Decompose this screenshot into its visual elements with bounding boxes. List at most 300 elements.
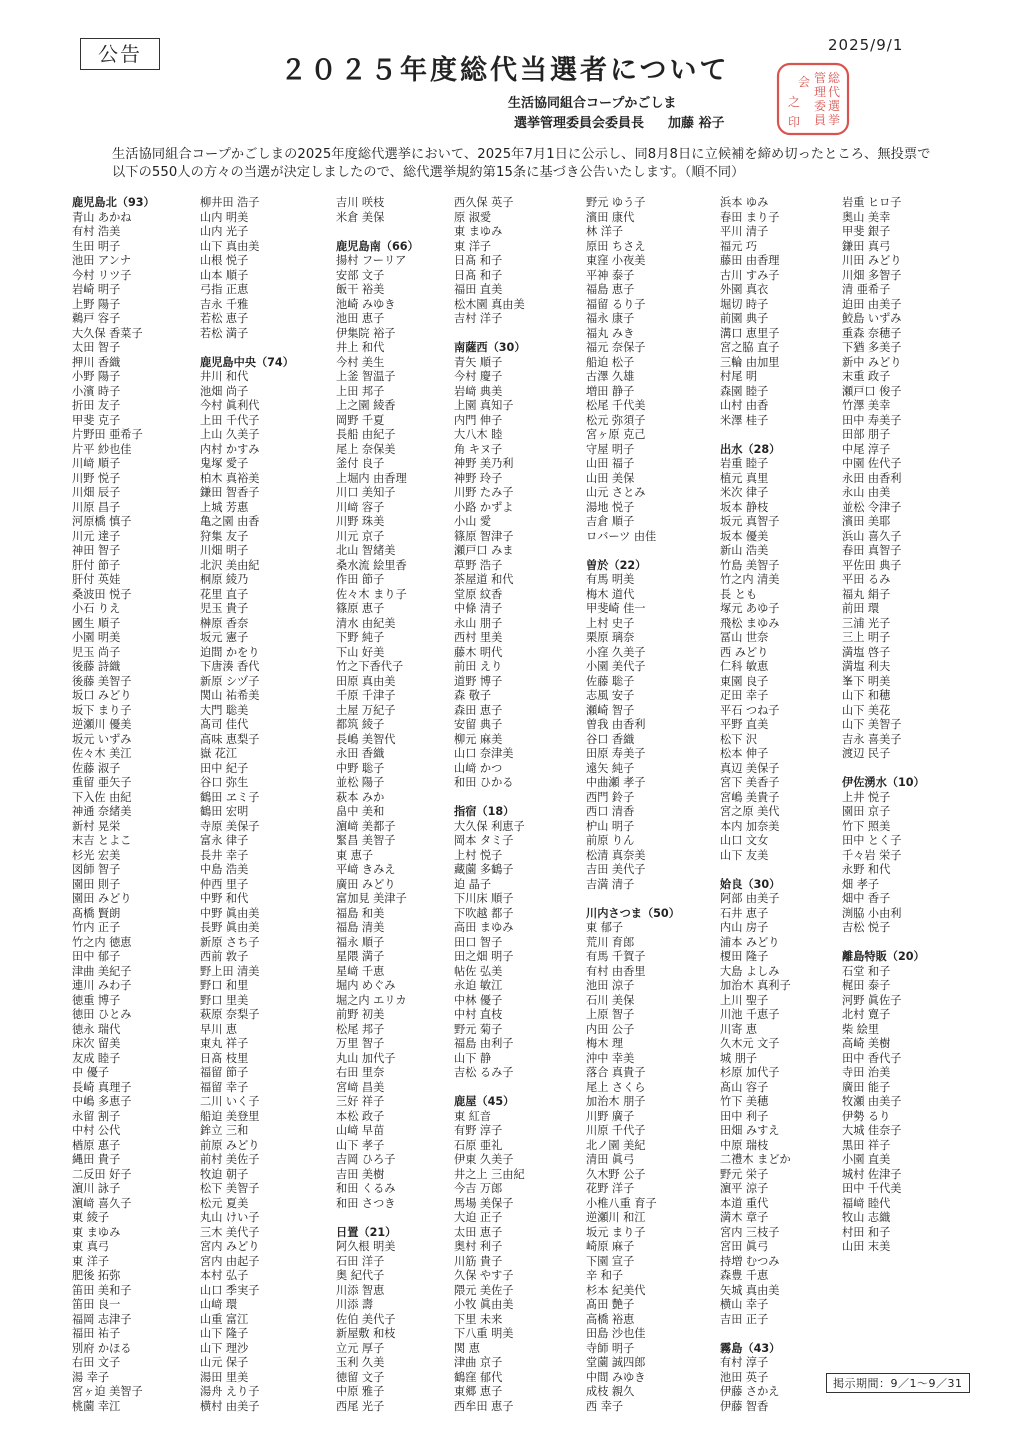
member-name: 大島 よしみ (720, 964, 780, 978)
member-name: 山下 孝子 (336, 1138, 385, 1152)
member-name: 飯干 裕美 (336, 283, 385, 296)
member-name: 三木 美代子 (200, 1225, 260, 1239)
member-name: 玉利 久美 (336, 1356, 385, 1369)
member-name: 角 キヌ子 (454, 442, 503, 456)
member-name: 宮内 三枝子 (720, 1225, 780, 1239)
spacer (586, 544, 712, 559)
member-name: 奥村 利子 (454, 1240, 503, 1253)
member-name: 鶴田 ヱミ子 (200, 790, 260, 804)
member-name: 志風 安子 (586, 689, 635, 702)
member-name: 新原 さち子 (200, 935, 260, 949)
member-name: 萩本 みか (336, 790, 385, 804)
member-name: 佐々木 美江 (72, 747, 132, 760)
member-name: 有野 淳子 (454, 1124, 503, 1137)
member-name: 湯地 悦子 (586, 500, 635, 514)
member-name: 山口 季実子 (200, 1283, 260, 1297)
member-name: 川畑 明子 (200, 544, 249, 557)
member-name: 大久保 利恵子 (454, 819, 525, 833)
member-name: 後藤 美智子 (72, 674, 132, 688)
member-name: 山下 隆子 (200, 1327, 249, 1340)
member-name: 福元 奈保子 (586, 341, 646, 354)
member-name: 宮内 由起子 (200, 1254, 260, 1268)
member-name: 永留 割子 (72, 1109, 121, 1123)
member-name: 中野 眞由美 (200, 906, 260, 920)
member-name: 溝口 恵里子 (720, 326, 780, 340)
member-name: 池田 アンナ (72, 254, 132, 267)
member-name: 村田 和子 (842, 1225, 891, 1239)
member-name: 下園 宣子 (586, 1254, 635, 1268)
member-name: 宮内 みどり (200, 1240, 260, 1253)
spacer (720, 863, 846, 878)
member-name: 本内 加奈美 (720, 819, 780, 833)
member-name: 田畑 みすえ (720, 1124, 780, 1137)
member-name: 山元 さとみ (586, 486, 646, 499)
member-name: 小園 明美 (72, 631, 121, 644)
member-name: 田之畑 明子 (454, 950, 514, 963)
member-name: 篠原 智津子 (454, 529, 514, 543)
member-name: 花里 直子 (200, 587, 249, 601)
member-name: 池田 恵子 (336, 312, 385, 325)
member-name: 津曲 京子 (454, 1356, 503, 1369)
member-name: 緊昌 美智子 (336, 834, 396, 847)
member-name: 小路 かずよ (454, 500, 514, 514)
member-name: 上田 邦子 (336, 384, 385, 398)
member-name: 山田 美保 (586, 471, 635, 485)
member-name: 徳重 博子 (72, 993, 121, 1007)
member-name: 山本 順子 (200, 268, 249, 282)
member-name: 柴 絵里 (842, 1022, 880, 1036)
member-name: 吉永 喜美子 (842, 732, 902, 746)
member-name: 山﨑 環 (200, 1298, 238, 1311)
member-name: 西 みどり (720, 645, 769, 659)
member-name: 尾上 奈保美 (336, 442, 396, 456)
member-name: 浦本 みどり (720, 935, 780, 949)
member-name: 西門 鈴子 (586, 790, 635, 804)
member-name: 崎原 麻子 (586, 1240, 635, 1253)
member-name: 坂元 真智子 (720, 515, 780, 528)
issue-date: 2025/9/1 (828, 36, 904, 54)
member-name: 北ノ園 美紀 (586, 1138, 646, 1152)
member-name: 和田 ひかる (454, 776, 514, 789)
member-name: 湯田 里美 (200, 1370, 249, 1384)
member-name: 吉川 咲枝 (336, 196, 385, 209)
spacer (336, 1211, 462, 1226)
member-name: 末重 政子 (842, 370, 891, 383)
member-name: 別府 かほる (72, 1341, 132, 1355)
member-name: 廣田 みどり (336, 877, 396, 891)
member-name: 中原 瑞枝 (720, 1138, 769, 1152)
member-name: 辛 和子 (586, 1269, 624, 1282)
member-name: 渕脇 小由利 (842, 906, 902, 920)
member-name: 坂本 静枝 (720, 500, 769, 514)
member-name: 岩﨑 典美 (454, 384, 503, 398)
member-name: 中尾 淳子 (842, 442, 891, 456)
member-name: 青山 あかね (72, 210, 132, 224)
member-name: 福島 清美 (336, 921, 385, 934)
member-name: 船迫 美登里 (200, 1109, 260, 1123)
member-name: 狩集 友子 (200, 529, 249, 543)
member-name: 神野 美乃利 (454, 457, 514, 470)
member-name: 東 綾子 (72, 1211, 110, 1224)
member-name: 佐藤 淑子 (72, 761, 121, 775)
member-name: 清 亜希子 (842, 283, 891, 296)
member-name: 星隈 満子 (336, 950, 385, 963)
member-name: 伊藤 さかえ (720, 1385, 780, 1398)
member-name: 池田 涼子 (586, 979, 635, 992)
issuer-line (514, 112, 749, 131)
member-name: 岡本 タミ子 (454, 834, 514, 847)
member-name: 濵平 涼子 (720, 1182, 769, 1195)
member-name: 栗原 璃奈 (586, 631, 635, 644)
member-name: 川田 みどり (842, 254, 902, 267)
member-name: 髙司 佳代 (200, 718, 249, 731)
member-name: 尾上 さくら (586, 1080, 646, 1094)
name-column (72, 196, 198, 1414)
member-name: 森園 睦子 (720, 384, 769, 398)
member-name: 矢城 真由美 (720, 1283, 780, 1297)
seal-char: 理 (813, 85, 827, 99)
member-name: 神野 玲子 (454, 471, 503, 485)
member-name: 福田 直美 (454, 283, 503, 296)
member-name: 藤田 由香理 (720, 254, 780, 267)
member-name: 三浦 光子 (842, 616, 891, 630)
member-name: 川添 智恵 (336, 1283, 385, 1297)
member-name: 逆瀬川 和江 (586, 1211, 646, 1224)
member-name: 坂下 まり子 (72, 703, 132, 717)
member-name: 東 恵子 (336, 848, 374, 862)
member-name: 福永 康子 (586, 312, 635, 325)
member-name: 宮之原 美代 (720, 805, 780, 818)
member-name: 川野 廣子 (586, 1109, 635, 1123)
district-heading: 霧島（43） (720, 1341, 781, 1355)
member-name: 城村 佐津子 (842, 1167, 902, 1181)
member-name: 川原 昌子 (72, 500, 121, 514)
member-name: 久保 やす子 (454, 1269, 514, 1282)
district-heading: 川内さつま（50） (586, 906, 680, 920)
member-name: 宮下 美香子 (720, 776, 780, 789)
member-name: 福丸 みき (586, 326, 635, 340)
member-name: 福丸 絹子 (842, 587, 891, 601)
member-name: 下川床 順子 (454, 892, 514, 905)
member-name: 桐原 綾乃 (200, 573, 249, 586)
member-name: 安留 典子 (454, 718, 503, 731)
seal-char: 選 (827, 99, 841, 113)
seal-char: 代 (827, 85, 841, 99)
member-name: 渡辺 民子 (842, 747, 891, 760)
member-name: 佐々木 まり子 (336, 587, 407, 601)
member-name: 西村 里美 (454, 631, 503, 644)
member-name: 山下 美花 (842, 703, 891, 717)
member-name: 縄田 貴子 (72, 1153, 121, 1166)
member-name: 前原 りん (586, 834, 635, 847)
member-name: 浜山 喜久子 (842, 529, 902, 543)
member-name: 西尾 光子 (336, 1399, 385, 1413)
member-name: 神田 智子 (72, 544, 121, 557)
member-name: 山下 静 (454, 1051, 492, 1065)
member-name: 荒川 育郎 (586, 935, 635, 949)
spacer (842, 936, 968, 951)
member-name: 岩崎 明子 (72, 283, 121, 296)
member-name: 牧瀬 由美子 (842, 1095, 902, 1108)
member-name: 山根 悦子 (200, 254, 249, 267)
member-name: 石堂 和子 (842, 964, 891, 978)
member-name: 押川 香織 (72, 355, 121, 369)
member-name: 東園 良子 (720, 674, 769, 688)
district-heading: 日置（21） (336, 1225, 397, 1239)
member-name: 下野 純子 (336, 631, 385, 644)
member-name: 満塩 啓子 (842, 645, 891, 659)
member-name: 山内 光子 (200, 225, 249, 238)
member-name: 児玉 尚子 (72, 645, 121, 659)
member-name: 二川 いく子 (200, 1095, 260, 1108)
member-name: 上川 聖子 (720, 993, 769, 1007)
member-name: 藤木 明代 (454, 645, 503, 659)
member-name: 松下 沢 (720, 732, 758, 746)
member-name: 永田 香織 (336, 747, 385, 760)
member-name: 野元 菊子 (454, 1022, 503, 1036)
member-name: 松尾 千代美 (586, 399, 646, 412)
member-name: 原田 ちさえ (586, 239, 646, 253)
member-name: 増田 静子 (586, 384, 635, 398)
member-name: 杉光 宏美 (72, 848, 121, 862)
member-name: 丸山 加代子 (336, 1051, 396, 1065)
member-name: 有村 由香里 (586, 964, 646, 978)
member-name: 嶽 花江 (200, 747, 238, 760)
member-name: 西久保 英子 (454, 196, 514, 209)
member-name: 川口 美知子 (336, 486, 396, 499)
member-name: 有馬 明美 (586, 573, 635, 586)
member-name: 中野 和代 (200, 892, 249, 905)
member-name: 仁科 敏恵 (720, 660, 769, 673)
member-name: 下猶 多美子 (842, 341, 902, 354)
member-name: 宮ヶ原 克己 (586, 428, 646, 441)
member-name: 徳田 ひとみ (72, 1008, 132, 1021)
member-name: 松尾 邦子 (336, 1022, 385, 1036)
member-name: 亀之園 由香 (200, 515, 260, 528)
member-name: 西前 敦子 (200, 950, 249, 963)
member-name: 平野 直美 (720, 718, 769, 731)
member-name: 塚元 あゆ子 (720, 602, 780, 615)
member-name: 前村 美佐子 (200, 1153, 260, 1166)
member-name: 山下 和穂 (842, 689, 891, 702)
member-name: 右田 文子 (72, 1356, 121, 1369)
member-name: 若松 満子 (200, 326, 249, 340)
spacer (842, 762, 968, 777)
member-name: 長井 幸子 (200, 848, 249, 862)
member-name: 鵜戸 容子 (72, 312, 121, 325)
member-name: 福留 幸子 (200, 1080, 249, 1094)
spacer (454, 791, 580, 806)
member-name: 柳井田 浩子 (200, 196, 260, 209)
member-name: 園田 京子 (842, 805, 891, 818)
member-name: 髙田 艶子 (586, 1298, 635, 1311)
member-name: 佐伯 美代子 (336, 1312, 396, 1326)
member-name: 田中 紀子 (200, 761, 249, 775)
member-name: 加治木 真利子 (720, 979, 791, 992)
notice-label: 公告 (80, 38, 160, 70)
member-name: 長野 眞由美 (200, 921, 260, 934)
member-name: 富加見 美津子 (336, 892, 407, 905)
member-name: 帖佐 弘美 (454, 964, 503, 978)
member-name: 鮫島 いずみ (842, 312, 902, 325)
member-name: 茶屋道 和代 (454, 573, 514, 586)
member-name: 花野 洋子 (586, 1182, 635, 1195)
official-seal (776, 62, 850, 136)
member-name: 図師 智子 (72, 863, 121, 876)
member-name: 小濱 時子 (72, 384, 121, 398)
member-name: 原 淑愛 (454, 210, 492, 224)
member-name: 伊集院 裕子 (336, 326, 396, 340)
member-name: 梅木 道代 (586, 587, 635, 601)
member-name: 上城 芳惠 (200, 500, 249, 514)
member-name: 長嶋 美智代 (336, 732, 396, 746)
member-name: 下八重 明美 (454, 1327, 514, 1340)
member-name: 甲斐 銀子 (842, 225, 891, 238)
member-name: 肥後 拓弥 (72, 1269, 121, 1282)
member-name: 肝付 英娃 (72, 573, 121, 586)
member-name: 中園 佐代子 (842, 457, 902, 470)
notice-text: 生活協同組合コープかごしまの2025年度総代選挙において、2025年7月1日に公示し、同8月8日に立候補を締め切ったところ、無投票で以下の550人の方々の当選が決定しましたので、総代選挙規約第15条に基づき公告いたします。（順不同） (112, 147, 931, 180)
member-name: 竹澤 美幸 (842, 399, 891, 412)
member-name: 三上 明子 (842, 631, 891, 644)
member-name: 隈元 美佐子 (454, 1283, 514, 1297)
member-name: 谷口 弥生 (200, 776, 249, 789)
name-column (336, 196, 462, 1414)
member-name: 堀内 めぐみ (336, 979, 396, 992)
member-name: 上田 千代子 (200, 413, 260, 427)
member-name: 永田 由香利 (842, 471, 902, 485)
member-name: 甲斐 克子 (72, 413, 121, 427)
member-name: 東郷 恵子 (454, 1385, 503, 1398)
member-name: 早川 恵 (200, 1022, 238, 1036)
member-name: 吉永 千雅 (200, 297, 249, 311)
member-name: 松元 弥須子 (586, 413, 646, 427)
member-name: 千々岩 栄子 (842, 848, 902, 862)
member-name: 永野 和代 (842, 863, 891, 876)
member-name: 城 朋子 (720, 1051, 758, 1065)
member-name: 立元 厚子 (336, 1341, 385, 1355)
member-name: 田中 利子 (720, 1109, 769, 1123)
spacer (454, 327, 580, 342)
member-name: 迫田 由美子 (842, 297, 902, 311)
member-name: 落合 真貴子 (586, 1066, 646, 1079)
member-name: 下唐湊 香代 (200, 660, 260, 673)
member-name: 堂薗 誠四郎 (586, 1356, 646, 1369)
member-name: 笛田 美和子 (72, 1283, 132, 1297)
member-name: 福永 順子 (336, 935, 385, 949)
member-name: 上井 悦子 (842, 790, 891, 804)
member-name: 杉本 紀美代 (586, 1283, 646, 1297)
member-name: 迫間 かをり (200, 645, 260, 659)
member-name: 竹下 美穂 (720, 1095, 769, 1108)
member-name: 丸山 けい子 (200, 1211, 260, 1224)
member-name: 清水 由紀美 (336, 616, 396, 630)
member-name: 重留 亜矢子 (72, 776, 132, 789)
member-name: 森 敬子 (454, 689, 492, 702)
member-name: 北村 寛子 (842, 1008, 891, 1021)
member-name: 山口 奈津美 (454, 747, 514, 760)
member-name: 永山 由美 (842, 486, 891, 499)
member-name: 奥 紀代子 (336, 1269, 385, 1282)
member-name: 河野 眞佐子 (842, 993, 902, 1007)
district-heading: 曽於（22） (586, 558, 647, 572)
member-name: 揚村 フーリア (336, 254, 407, 267)
member-name: 後藤 詩織 (72, 660, 121, 673)
spacer (586, 892, 712, 907)
member-name: 坂本 優美 (720, 529, 769, 543)
member-name: 奥山 美幸 (842, 210, 891, 224)
member-name: 野口 和里 (200, 979, 249, 992)
member-name: 春田 真智子 (842, 544, 902, 557)
member-name: 平﨑 きみえ (336, 863, 396, 876)
member-name: 高味 恵梨子 (200, 732, 260, 746)
member-name: 日髙 和子 (454, 268, 503, 282)
member-name: 大久保 香菜子 (72, 326, 143, 340)
member-name: 榎田 隆子 (720, 950, 769, 963)
member-name: 有馬 千賀子 (586, 950, 646, 963)
member-name: 遠矢 純子 (586, 761, 635, 775)
member-name: 石原 亜礼 (454, 1138, 503, 1152)
member-name: 園田 みどり (72, 892, 132, 905)
member-name: 井之上 三由紀 (454, 1167, 525, 1181)
member-name: 川野 たみ子 (454, 486, 514, 499)
member-name: 西 幸子 (586, 1399, 624, 1413)
member-name: 竹下 照美 (842, 819, 891, 833)
member-name: 中 優子 (72, 1066, 110, 1079)
member-name: 堀之内 エリカ (336, 993, 407, 1007)
member-name: 持増 むつみ (720, 1254, 780, 1268)
member-name: 下里 未来 (454, 1312, 503, 1326)
member-name: 中曲瀬 孝子 (586, 776, 646, 789)
member-name: 東 洋子 (72, 1254, 110, 1268)
member-name: 福元 巧 (720, 239, 758, 253)
member-name: 本村 弘子 (200, 1269, 249, 1282)
member-name: 永迫 敏江 (454, 979, 503, 992)
name-column (842, 196, 968, 1255)
member-name: 米澤 桂子 (720, 413, 769, 427)
member-name: 牧山 志織 (842, 1211, 891, 1224)
member-name: 杉原 加代子 (720, 1066, 780, 1079)
member-name: 北沢 美由紀 (200, 558, 260, 572)
member-name: 山﨑 早苗 (336, 1124, 385, 1137)
district-heading: 鹿児島北（93） (72, 196, 155, 209)
member-name: 満木 章子 (720, 1211, 769, 1224)
member-name: 萩原 奈梨子 (200, 1008, 260, 1021)
name-column (454, 196, 580, 1414)
member-name: 新中 みどり (842, 355, 902, 369)
member-name: 寺田 治美 (842, 1066, 891, 1079)
member-name: 小窪 久美子 (586, 645, 646, 659)
member-name: 田口 智子 (454, 935, 503, 949)
member-name: 西口 清香 (586, 805, 635, 818)
member-name: 久木野 公子 (586, 1167, 646, 1181)
member-name: 東 洋子 (454, 239, 492, 253)
member-name: 園田 則子 (72, 877, 121, 891)
member-name: 吉満 清子 (586, 877, 635, 891)
member-name: 千原 千津子 (336, 689, 396, 702)
member-name: 下入佐 由紀 (72, 790, 132, 804)
member-name: 池田 英子 (720, 1370, 769, 1384)
member-name: 川添 壽 (336, 1298, 374, 1311)
member-name: 高崎 美樹 (842, 1037, 891, 1050)
seal-char: 総 (827, 71, 841, 85)
issuer-name: 加藤 裕子 (668, 116, 725, 131)
member-name: 坂元 憲子 (200, 631, 249, 644)
member-name: 道野 博子 (454, 674, 503, 688)
member-name: 小石 りえ (72, 602, 121, 615)
member-name: 山重 富江 (200, 1312, 249, 1326)
member-name: 上堀内 由香理 (336, 471, 407, 485)
